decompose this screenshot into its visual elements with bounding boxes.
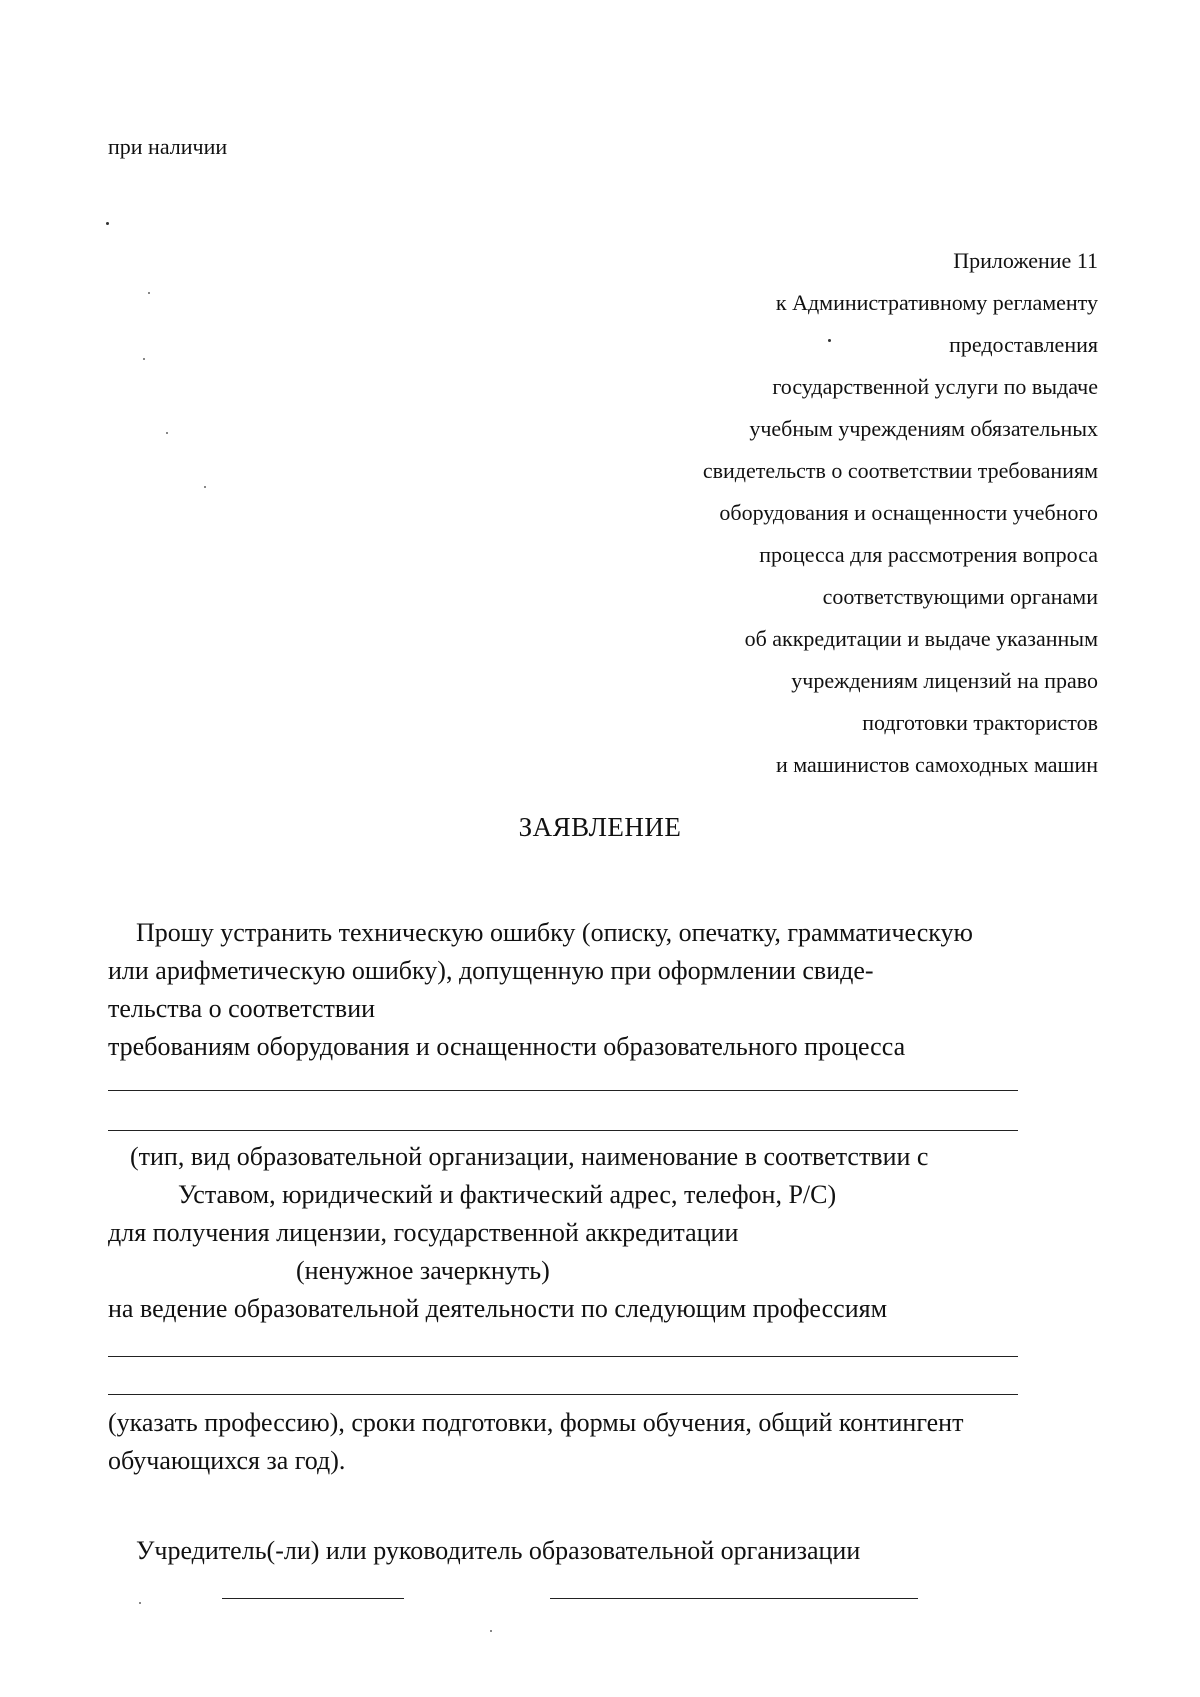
signature-line: [222, 1598, 404, 1599]
paragraph-line: требованиям оборудования и оснащенности образовательного процесса: [108, 1032, 906, 1061]
paragraph-line: или арифметическую ошибку), допущенную при оформлении свиде-: [108, 956, 874, 985]
appendix-line: к Административному регламенту: [775, 290, 1098, 315]
fill-in-line: [108, 1356, 1018, 1357]
scan-speck: [490, 1630, 492, 1632]
appendix-line: свидетельств о соответствии требованиям: [702, 458, 1098, 483]
hint-line: Уставом, юридический и фактический адрес, телефон, Р/С): [178, 1180, 837, 1209]
hint-line: (тип, вид образовательной организации, наименование в соответствии с: [130, 1142, 929, 1171]
scan-speck: [143, 358, 145, 360]
appendix-line: учреждениям лицензий на право: [791, 668, 1098, 693]
scan-speck: [828, 339, 831, 342]
appendix-line: учебным учреждениям обязательных: [749, 416, 1098, 441]
strike-hint: (ненужное зачеркнуть): [296, 1256, 550, 1285]
fill-in-line: [108, 1130, 1018, 1131]
hint-line: (указать профессию), сроки подготовки, формы обучения, общий контингент: [108, 1408, 964, 1437]
scan-speck: [148, 292, 150, 294]
appendix-block: [703, 240, 1098, 786]
scan-speck: [106, 222, 109, 225]
fill-in-line: [108, 1090, 1018, 1091]
signature-label: Учредитель(-ли) или руководитель образовательной организации: [136, 1536, 861, 1565]
appendix-line: соответствующими органами: [822, 584, 1098, 609]
appendix-line: процесса для рассмотрения вопроса: [759, 542, 1098, 567]
scan-speck: [139, 1602, 141, 1604]
appendix-line: и машинистов самоходных машин: [775, 752, 1098, 777]
appendix-line: оборудования и оснащенности учебного: [719, 500, 1098, 525]
paragraph-line: тельства о соответствии: [108, 994, 376, 1023]
document-title: ЗАЯВЛЕНИЕ: [518, 812, 682, 842]
note-top: при наличии: [108, 134, 228, 159]
appendix-line: об аккредитации и выдаче указанным: [744, 626, 1098, 651]
purpose-line: для получения лицензии, государственной аккредитации: [108, 1218, 739, 1247]
paragraph-line: Прошу устранить техническую ошибку (описку, опечатку, грамматическую: [136, 918, 973, 947]
appendix-line: государственной услуги по выдаче: [772, 374, 1098, 399]
scan-speck: [204, 486, 206, 488]
appendix-line: предоставления: [949, 332, 1098, 357]
hint-line: обучающихся за год).: [108, 1446, 346, 1475]
fill-in-line: [108, 1394, 1018, 1395]
scan-speck: [166, 432, 168, 434]
name-line: [550, 1598, 918, 1599]
appendix-line: подготовки трактористов: [862, 710, 1098, 735]
appendix-line: Приложение 11: [953, 248, 1098, 273]
professions-line: на ведение образовательной деятельности по следующим профессиям: [108, 1294, 888, 1323]
